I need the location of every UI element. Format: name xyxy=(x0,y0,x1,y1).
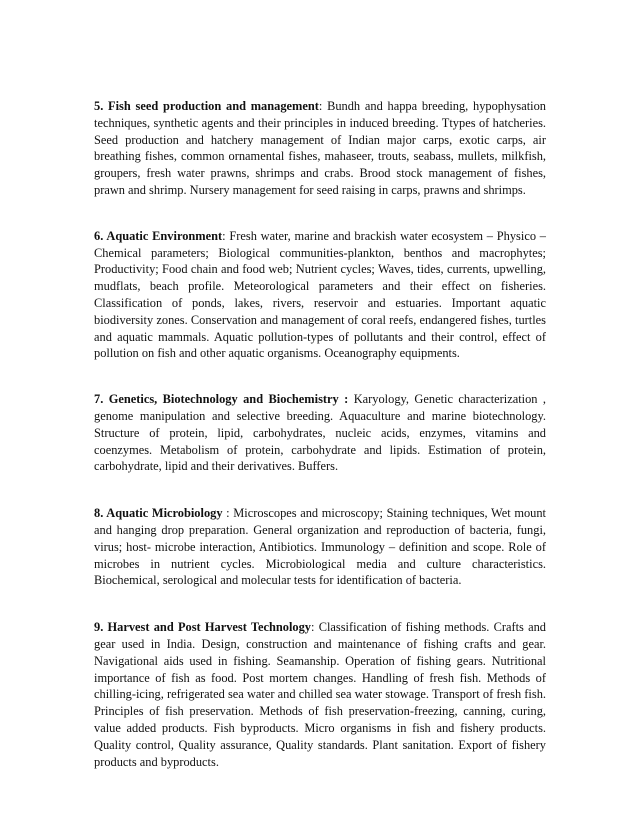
section-heading: 9. Harvest and Post Harvest Technology xyxy=(94,620,312,635)
section-separator: : xyxy=(222,228,230,243)
section-genetics-biotechnology xyxy=(94,391,546,475)
section-fish-seed-production xyxy=(94,98,546,199)
section-body: Karyology, Genetic characterization , genome manipulation and selective breeding. Aquaculture and marine biotechnology. Structure of protein, lipid, carbohydrates, nucleic acids, enzymes, vitamins and coenzymes. Metabolism of protein, carbohydrate and lipids. Estimation of protein, carbohydrate, lipid and their derivatives. Buffers. xyxy=(94,392,547,474)
section-heading: 8. Aquatic Microbiology xyxy=(94,506,223,521)
section-separator: : xyxy=(311,620,319,635)
document-page xyxy=(94,98,546,770)
section-heading: 7. Genetics, Biotechnology and Biochemistry : xyxy=(94,392,349,407)
section-aquatic-environment xyxy=(94,228,546,362)
section-harvest-post-harvest xyxy=(94,619,546,770)
section-heading: 6. Aquatic Environment xyxy=(94,228,223,243)
section-separator: : xyxy=(222,506,234,521)
section-body: Microscopes and microscopy; Staining techniques, Wet mount and hanging drop preparation. General organization and reproduction of bacteria, fungi, virus; host- microbe interaction, Antibiotics. Immunology – definition and scope. Role of microbes in nutrient cycles. Microbiological media and culture characteristics. Biochemical, serological and molecular tests for identification of bacteria. xyxy=(94,506,546,588)
section-body: Fresh water, marine and brackish water ecosystem – Physico – Chemical parameters; Biological communities-plankton, benthos and macrophytes; Productivity; Food chain and food web; Nutrient cycles; Waves, tides, currents, upwelling, mudflats, beach profile. Meteorological parameters and their effect on fisheries. Classification of ponds, lakes, rivers, reservoir and estuaries. Important aquatic biodiversity zones. Conservation and management of coral reefs, endangered fishes, turtles and aquatic mammals. Aquatic pollution-types of pollutants and their control, effect of pollution on fish and other aquatic organisms. Oceanography equipments. xyxy=(94,228,546,361)
section-body: Classification of fishing methods. Crafts and gear used in India. Design, construction and maintenance of fishing crafts and gear. Navigational aids used in fishing. Seamanship. Operation of fishing gears. Nutritional importance of fish as food. Post mortem changes. Handling of fresh fish. Methods of chilling-icing, refrigerated sea water and chilled sea water stowage. Transport of fresh fish. Principles of fish preservation. Methods of fish preservation-freezing, canning, curing, value added products. Fish byproducts. Micro organisms in fish and fishery products. Quality control, Quality assurance, Quality standards. Plant sanitation. Export of fishery products and byproducts. xyxy=(94,620,546,769)
section-heading: 5. Fish seed production and management xyxy=(94,99,319,113)
section-body: Bundh and happa breeding, hypophysation techniques, synthetic agents and their principles in induced breeding. Ttypes of hatcheries. Seed production and hatchery management of Indian major carps, exotic carps, air breathing fishes, common ornamental fishes, mahaseer, trouts, seabass, mullets, milkfish, groupers, fresh water prawns, shrimps and crabs. Brood stock management of fishes, prawn and shrimp. Nursery management for seed raising in carps, prawns and shrimps. xyxy=(94,99,546,197)
section-separator: : xyxy=(318,99,328,113)
section-aquatic-microbiology xyxy=(94,505,546,589)
